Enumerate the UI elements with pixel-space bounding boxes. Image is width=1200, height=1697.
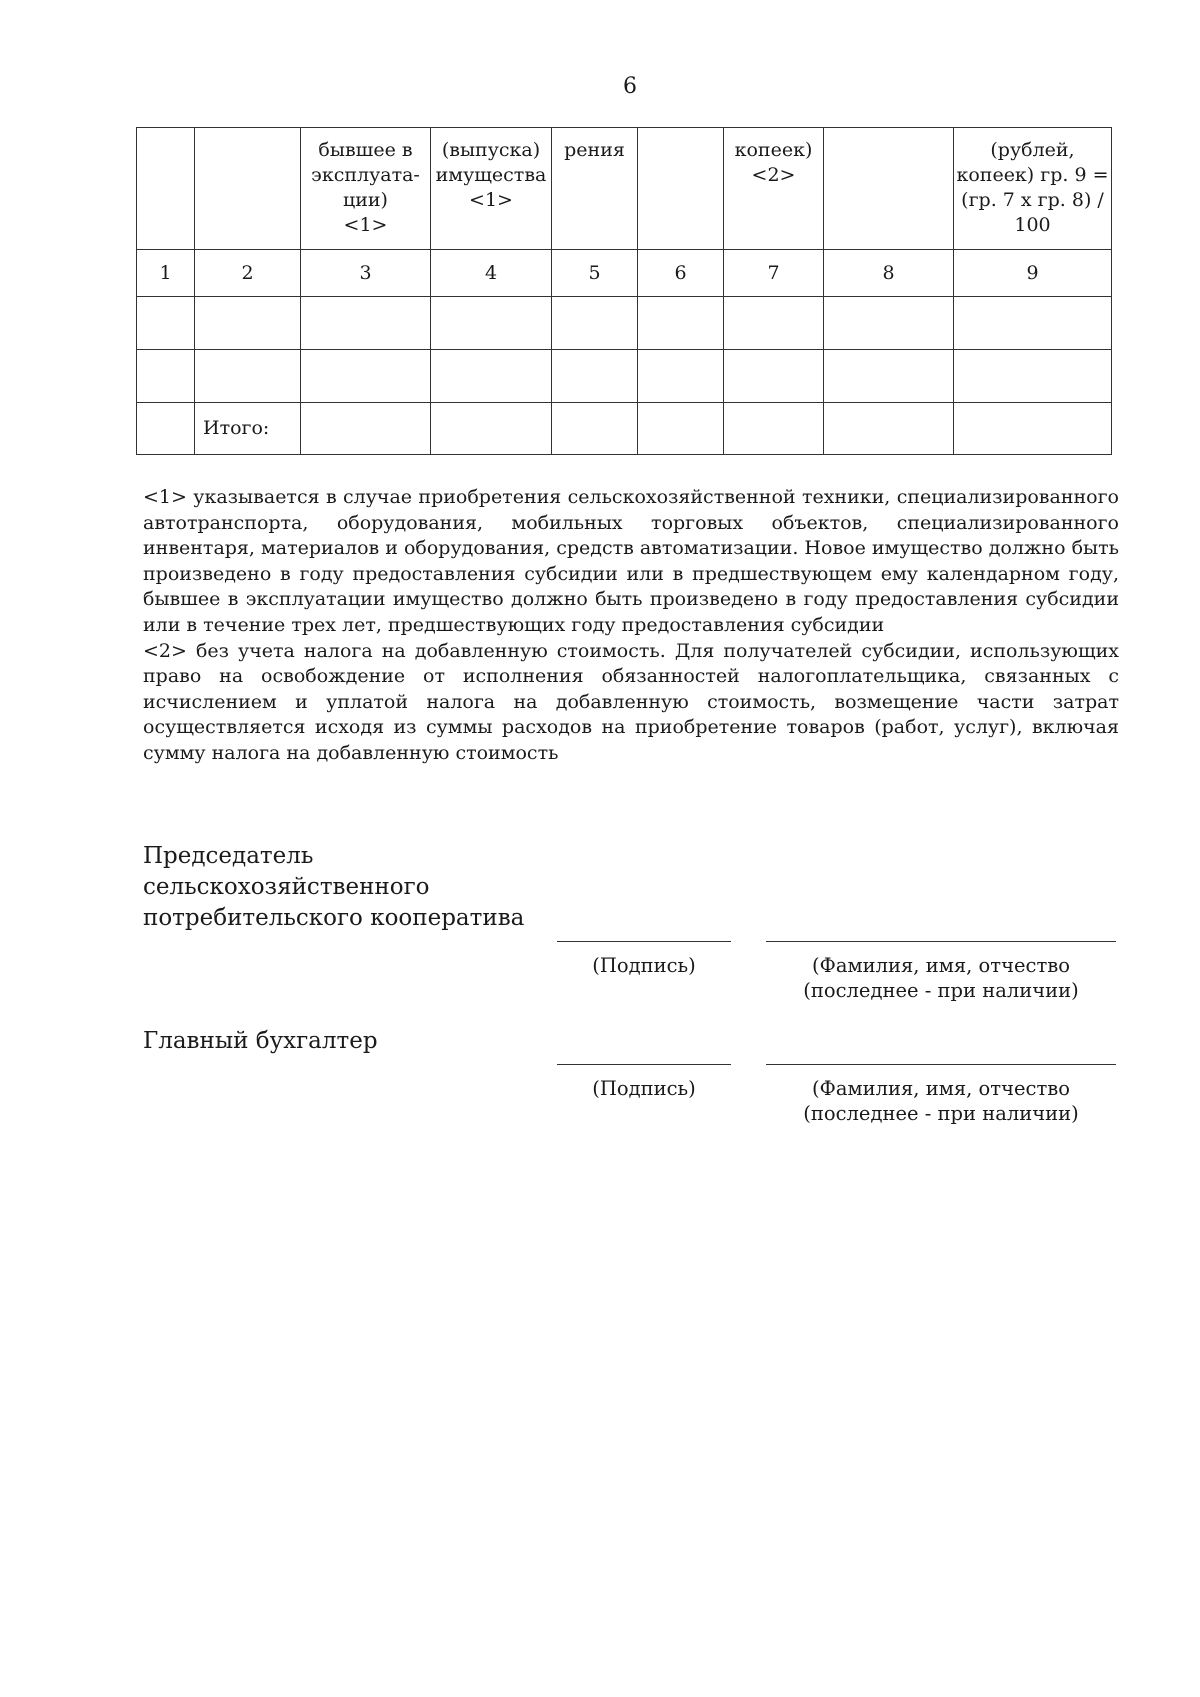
table-cell (638, 403, 724, 455)
header-cell-6 (638, 128, 724, 250)
footnote-2: <2> без учета налога на добавленную стоимость. Для получателей субсидии, использующих право на освобождение от исполнения обязанностей налогоплательщика, связанных с исчислением и уплатой налога на добавленную стоимость, возмещение части затрат осуществляется исходя из суммы расходов на приобретение товаров (работ, услуг), включая сумму налога на добавленную стоимость (143, 639, 1119, 764)
table-row (137, 350, 1112, 403)
table-cell (552, 350, 638, 403)
column-number: 2 (195, 250, 301, 297)
table-cell (301, 297, 431, 350)
table-cell (954, 403, 1112, 455)
header-cell-2 (195, 128, 301, 250)
column-number: 6 (638, 250, 724, 297)
chairman-signature-caption: (Подпись) (592, 954, 696, 977)
accountant-name-line (766, 1064, 1116, 1065)
footnote-1: <1> указывается в случае приобретения сельскохозяйственной техники, специализированного автотранспорта, оборудования, мобильных торговых объектов, специализированного инвентаря, материалов и оборудования, средств автоматизации. Новое имущество должно быть произведено в году предоставления субсидии или в предшествующем ему календарном году, бывшее в эксплуатации имущество должно быть произведено в году предоставления субсидии или в течение трех лет, предшествующих году предоставления субсидии (143, 486, 1119, 636)
header-cell-4: (выпуска) имущества <1> (431, 128, 552, 250)
chairman-signature-line (557, 941, 731, 942)
table-cell (954, 350, 1112, 403)
accountant-name-caption: (Фамилия, имя, отчество (последнее - при наличии) (803, 1077, 1079, 1125)
table-cell (137, 350, 195, 403)
table-cell (824, 297, 954, 350)
table-cell (301, 350, 431, 403)
table-header-row (137, 128, 1112, 250)
table-cell (431, 350, 552, 403)
table-cell (552, 297, 638, 350)
column-number: 9 (954, 250, 1112, 297)
table-cell (954, 297, 1112, 350)
table-cell (824, 350, 954, 403)
header-cell-1 (137, 128, 195, 250)
table-cell (431, 403, 552, 455)
header-cell-3: бывшее в эксплуата- ции) <1> (301, 128, 431, 250)
chairman-name-caption: (Фамилия, имя, отчество (последнее - при наличии) (803, 954, 1079, 1002)
table-cell (431, 297, 552, 350)
table-cell (137, 403, 195, 455)
table-cell (301, 403, 431, 455)
header-cell-7: копеек) <2> (724, 128, 824, 250)
table-cell (724, 350, 824, 403)
table-cell (638, 297, 724, 350)
table-cell (137, 297, 195, 350)
column-number: 8 (824, 250, 954, 297)
table-cell (724, 403, 824, 455)
subsidy-table (136, 127, 1112, 455)
column-number: 3 (301, 250, 431, 297)
total-label: Итого: (195, 403, 301, 455)
table-cell (638, 350, 724, 403)
table-cell (195, 297, 301, 350)
column-number: 5 (552, 250, 638, 297)
column-number: 4 (431, 250, 552, 297)
accountant-title: Главный бухгалтер (143, 1028, 378, 1054)
page-number: 6 (623, 74, 637, 99)
accountant-signature-line (557, 1064, 731, 1065)
header-cell-8 (824, 128, 954, 250)
table-row (137, 297, 1112, 350)
chairman-name-line (766, 941, 1116, 942)
table-cell (195, 350, 301, 403)
chairman-title: Председатель сельскохозяйственного потребительского кооператива (143, 843, 525, 931)
table-cell (724, 297, 824, 350)
column-number: 7 (724, 250, 824, 297)
footnotes (143, 485, 1119, 767)
accountant-signature-caption: (Подпись) (592, 1077, 696, 1100)
total-row (137, 403, 1112, 455)
header-cell-5: рения (552, 128, 638, 250)
column-number: 1 (137, 250, 195, 297)
table-cell (552, 403, 638, 455)
table-cell (824, 403, 954, 455)
column-number-row (137, 250, 1112, 297)
header-cell-9: (рублей, копеек) гр. 9 = (гр. 7 x гр. 8) / 100 (954, 128, 1112, 250)
